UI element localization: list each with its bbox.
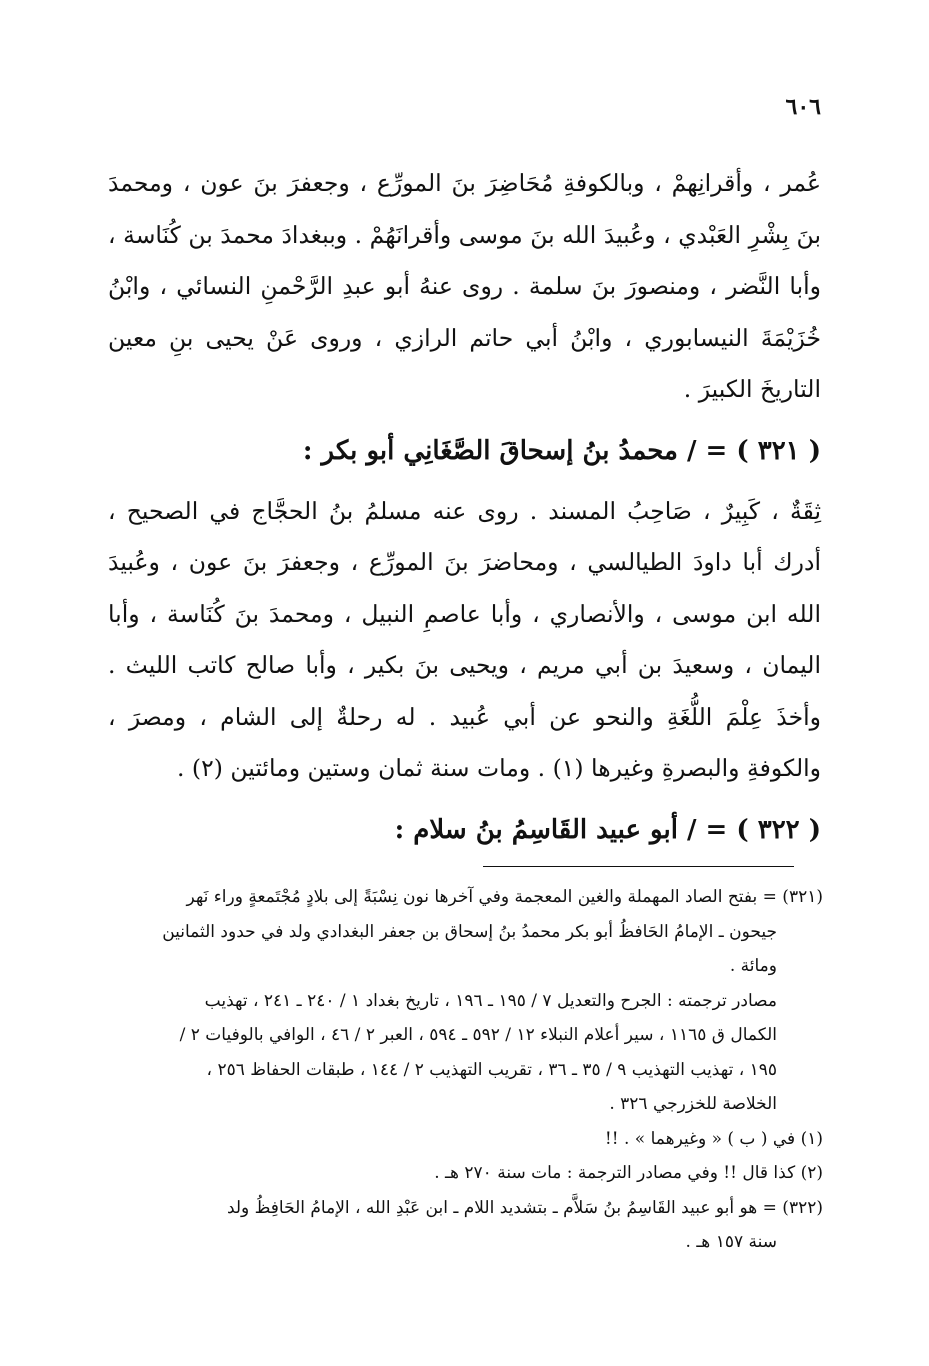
footnote-322-line: سنة ١٥٧ هـ . [685,1232,777,1252]
entry-321-heading: ( ٣٢١ ) = / محمدُ بنُ إسحاقَ الصَّغَانِي أبو بكر : [302,435,821,466]
sources-line: ١٩٥ ، تهذيب التهذيب ٩ / ٣٥ ـ ٣٦ ، تقريب التهذيب ٢ / ١٤٤ ، طبقات الحفاظ ٢٥٦ ، [206,1059,777,1080]
footnote-321-line: (٣٢١) = بفتح الصاد المهملة والغين المعجمة وفي آخرها نون نِسْبَةً إلى بلادٍ مُجْتَمعةٍ وراء نَهر [186,887,823,907]
sources-line: مصادر ترجمته : الجرح والتعديل ٧ / ١٩٥ ـ ١٩٦ ، تاريخ بغداد ١ / ٢٤٠ ـ ٢٤١ ، تهذيب [204,990,777,1011]
footnote-2: (٢) كذا قال !! وفي مصادر الترجمة : مات سنة ٢٧٠ هـ . [434,1163,823,1183]
footnotes [107,880,823,1260]
footnote-321-line: ومائة . [729,956,777,976]
footnote-322-line: (٣٢٢) = هو أبو عبيد القَاسِمُ بنُ سَلاَّم ـ بتشديد اللام ـ ابن عَبْدِ الله ، الإمامُ الحَافِظُ ولد [226,1197,823,1218]
page-number: ٦٠٦ [785,94,821,120]
intro-paragraph: عُمر ، وأقرانِهمْ ، وبالكوفةِ مُحَاضِرَ بنَ المورِّع ، وجعفرَ بنَ عون ، ومحمدَ بنَ بِشْرِ العَبْدي ، وعُبيدَ الله بنَ موسى وأقرانَهُمْ . وببغدادَ محمدَ بن كُنَاسة ، وأبا النَّضر ، ومنصورَ بنَ سلمة . روى عنهُ أبو عبدِ الرَّحْمنِ النسائي ، وابْنُ خُزَيْمَةَ النيسابوري ، وابْنُ أبي حاتم الرازي ، وروى عَنْ يحيى بنِ معين التاريخَ الكبيرَ . [108,169,821,403]
sources-line: الكمال ق ١١٦٥ ، سير أعلام النبلاء ١٢ / ٥٩٢ ـ ٥٩٤ ، العبر ٢ / ٤٦ ، الوافي بالوفيات ٢ / [179,1025,777,1045]
footnote-321-line: جيحون ـ الإمامُ الحَافظُ أبو بكر محمدُ بنُ إسحاق بن جعفر البغدادي ولد في حدود الثمانين [162,921,777,942]
footnote-separator [483,866,794,867]
main-text [108,158,821,857]
entry-322-heading: ( ٣٢٢ ) = / أبو عبيد القَاسِمُ بنُ سلام : [394,814,821,845]
entry-321-body: ثِقَةٌ ، كَبِيرٌ ، صَاحِبُ المسند . روى عنه مسلمُ بنُ الحجَّاج في الصحيح ، أدرك أبا داودَ الطيالسي ، ومحاضرَ بنَ المورِّع ، وجعفرَ بنَ عون ، وعُبيدَ الله ابن موسى ، والأنصاري ، وأبا عاصمِ النبيل ، ومحمدَ بنَ كُنَاسة ، وأبا اليمان ، وسعيدَ بن أبي مريم ، ويحيى بنَ بكير ، وأبا صالح كاتب الليث . وأخذَ عِلْمَ اللُّغَةِ والنحو عن أبي عُبيد . له رحلةٌ إلى الشام ، ومصرَ ، والكوفةِ والبصرةِ وغيرها (١) . ومات سنة ثمان وستين ومائتين (٢) . [108,496,821,782]
footnote-1: (١) في ( ب ) « وغيرهما » . !! [604,1128,823,1149]
sources-line: الخلاصة للخزرجي ٣٢٦ . [609,1094,777,1114]
